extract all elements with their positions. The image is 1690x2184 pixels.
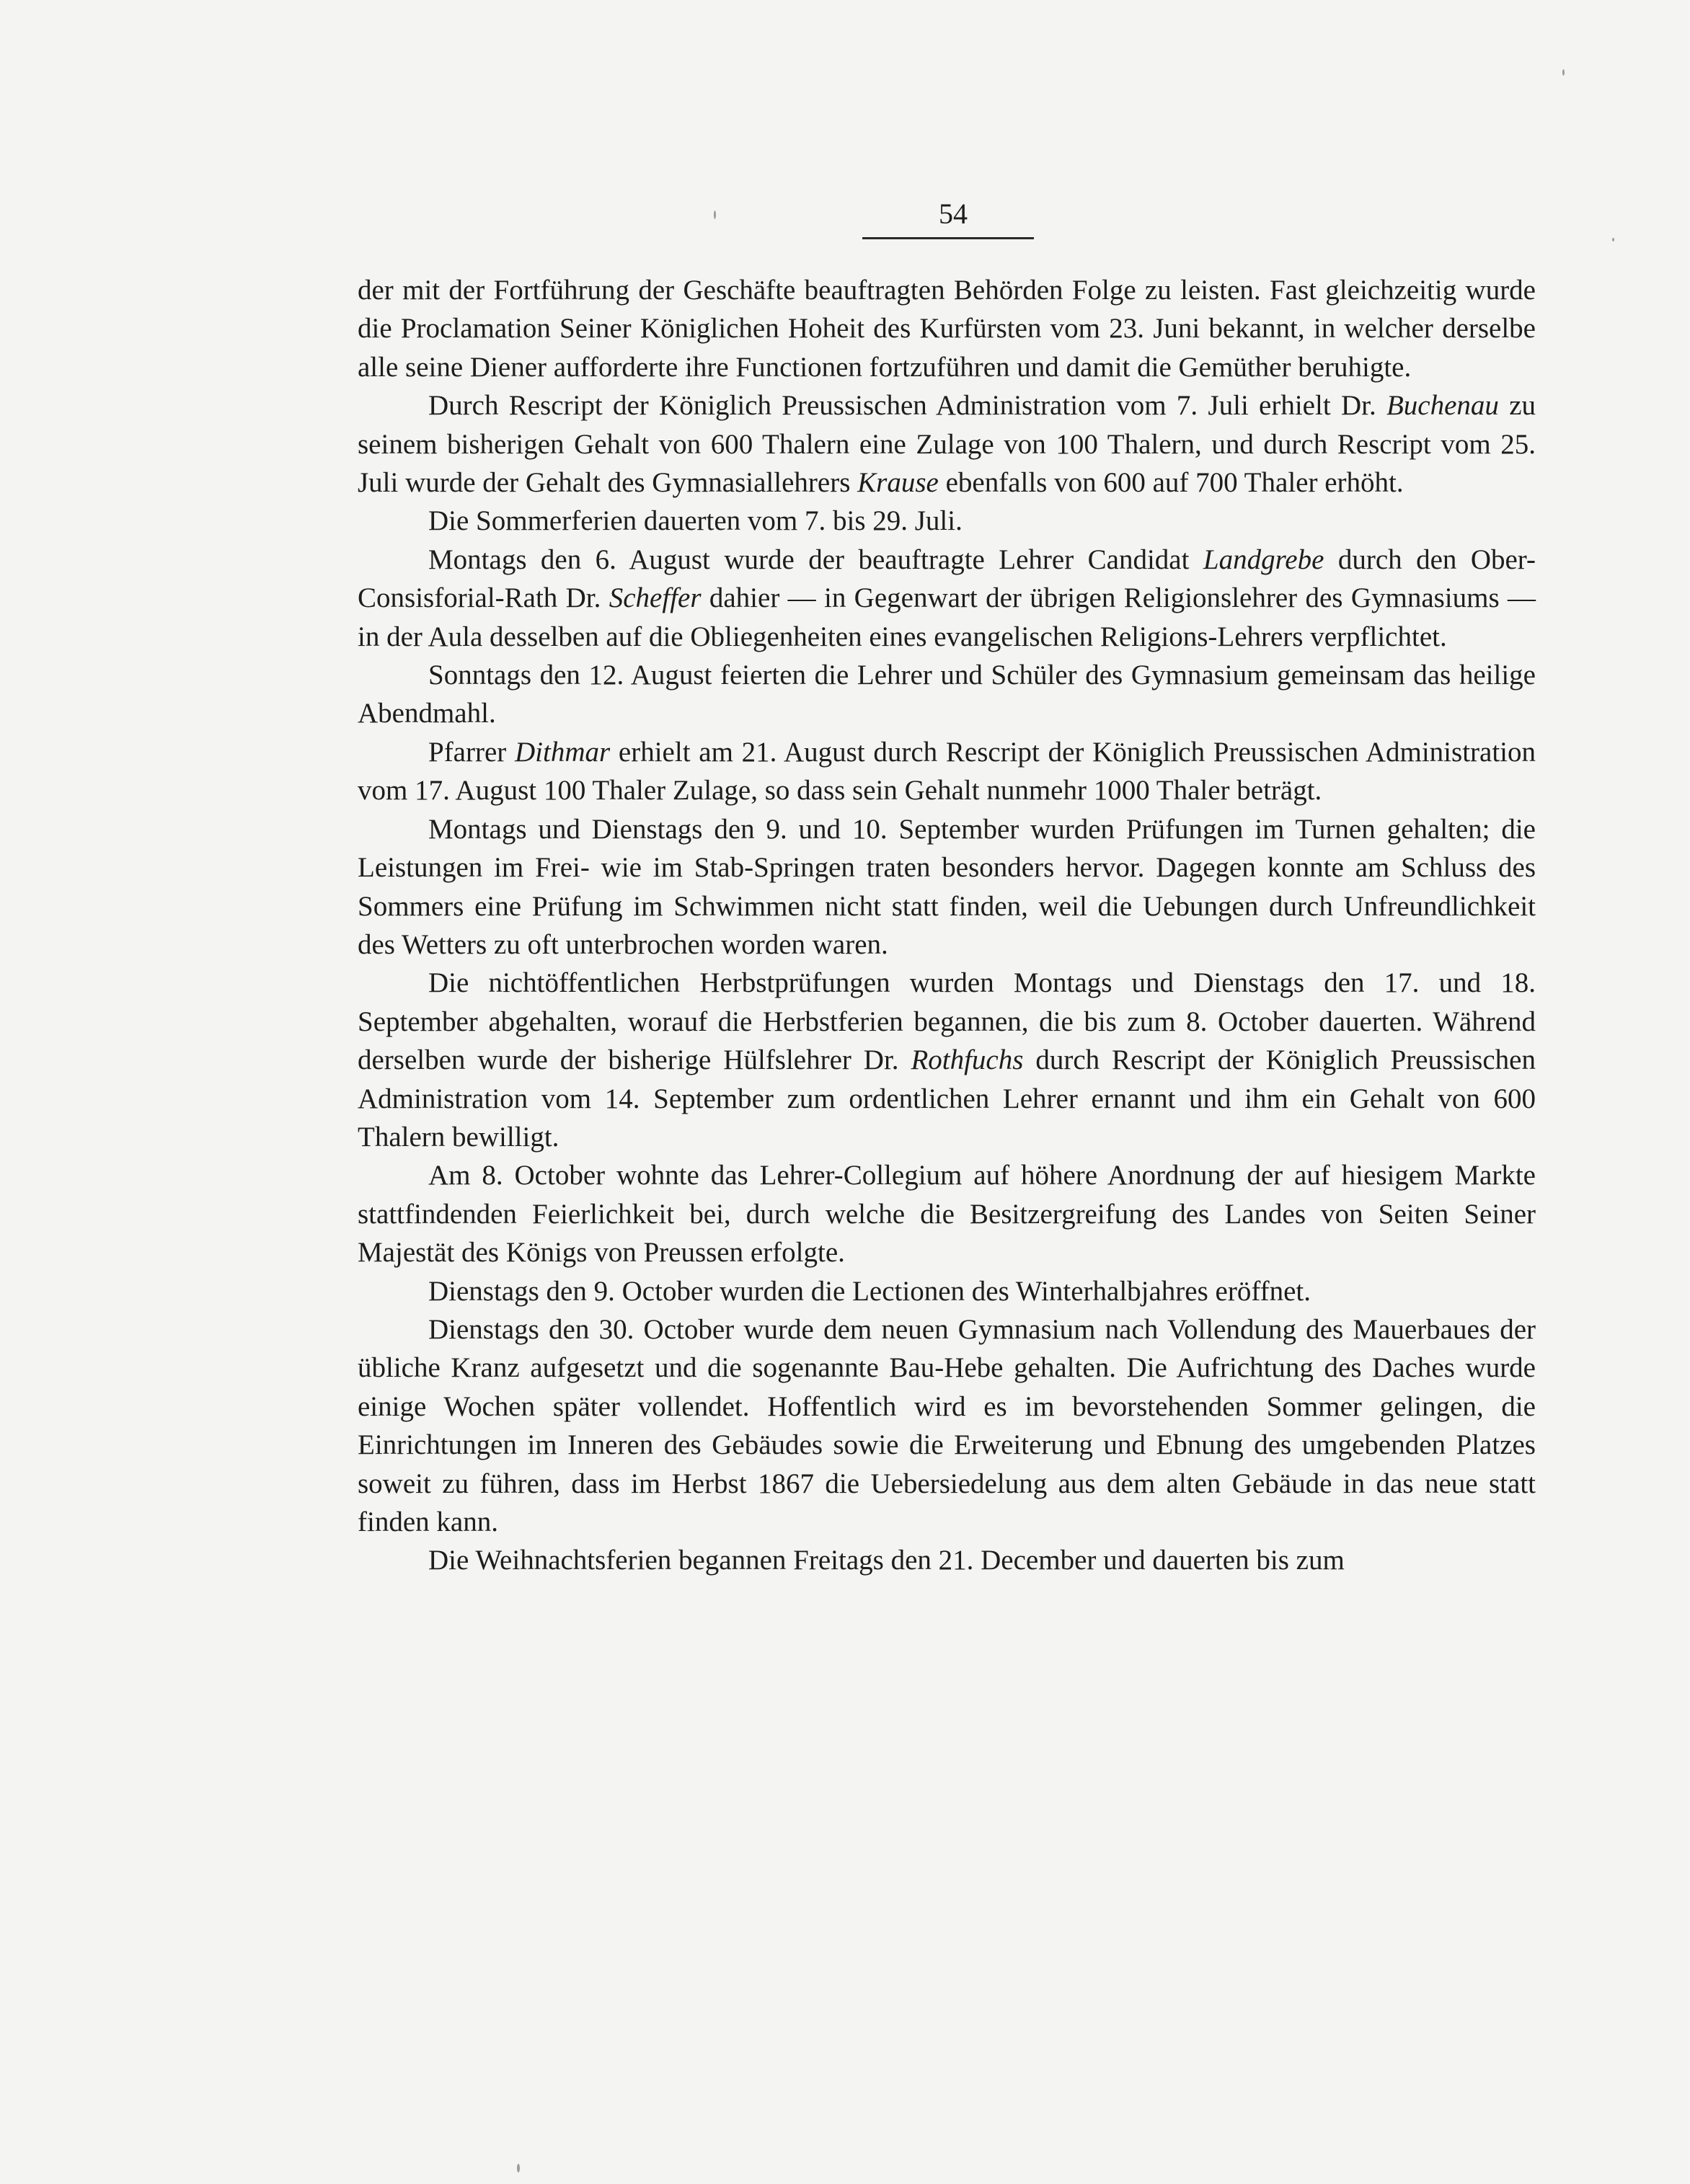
text-run: Montags und Dienstags den 9. und 10. September wurden Prüfungen im Turnen gehalten; die Leistungen im Frei- wie im Stab-Springen traten besonders hervor. Dagegen konnte am Schluss des Sommers eine Prüfung im Schwimmen nicht statt finden, weil die Uebungen durch Unfreundlichkeit des Wetters zu oft unterbrochen worden waren. [358, 813, 1536, 960]
text-run: Pfarrer [428, 736, 515, 768]
text-run: der mit der Fortführung der Geschäfte beauftragten Behörden Folge zu leisten. Fast gleichzeitig wurde die Proclamation Seiner Königlichen Hoheit des Kurfürsten vom 23. Juni bekannt, in welcher derselbe alle seine Diener aufforderte ihre Functionen fortzuführen und damit die Gemüther beruhigte. [358, 275, 1536, 383]
paragraph [358, 1541, 1536, 1579]
text-run: Dienstags den 30. October wurde dem neuen Gymnasium nach Vollendung des Mauerbaues der übliche Kranz aufgesetzt und die sogenannte Bau-Hebe gehalten. Die Aufrichtung des Daches wurde einige Wochen später vollendet. Hoffentlich wird es im bevorstehenden Sommer gelingen, die Einrichtungen im Inneren des Gebäudes sowie die Erweiterung und Ebnung des umgebenden Platzes soweit zu führen, dass im Herbst 1867 die Uebersiedelung aus dem alten Gebäude in das neue statt finden kann. [358, 1313, 1536, 1537]
italic-name: Buchenau [1386, 390, 1499, 422]
text-run: zu seinem bisherigen Gehalt von 600 Thalern eine Zulage von 100 Thalern, und durch Rescript vom 25. Juli wurde der Gehalt des Gymnasiallehrers [358, 390, 1536, 499]
paragraph [358, 271, 1536, 386]
paragraph [358, 502, 1536, 540]
italic-name: Landgrebe [1203, 543, 1324, 575]
paragraph [358, 964, 1536, 1156]
text-run: Am 8. October wohnte das Lehrer-Collegium auf höhere Anordnung der auf hiesigem Markte stattfindenden Feierlichkeit bei, durch welche die Besitzergreifung des Landes von Seiten Seiner Majestät des Königs von Preussen erfolgte. [358, 1160, 1536, 1269]
italic-name: Dithmar [515, 736, 611, 768]
paragraph [358, 733, 1536, 810]
text-run: Sonntags den 12. August feierten die Lehrer und Schüler des Gymnasium gemeinsam das heilige Abendmahl. [358, 660, 1536, 729]
text-run: ebenfalls von 600 auf 700 Thaler erhöht. [938, 467, 1404, 499]
text-run: erhielt am 21. August durch Rescript der Königlich Preussischen Administration vom 17. August 100 Thaler Zulage, so dass sein Gehalt nunmehr 1000 Thaler beträgt. [358, 736, 1536, 807]
text-run: Montags den 6. August wurde der beauftragte Lehrer Candidat [428, 543, 1203, 575]
text-run: durch Rescript der Königlich Preussischen Administration vom 14. September zum ordentlichen Lehrer ernannt und ihm ein Gehalt von 600 Thalern bewilligt. [358, 1044, 1536, 1153]
text-run: durch den Ober-Consisforial-Rath Dr. [358, 543, 1536, 614]
paragraph [358, 810, 1536, 964]
text-run: Die Sommerferien dauerten vom 7. bis 29. Juli. [428, 505, 963, 537]
paragraph [358, 1310, 1536, 1541]
page-number: 54 [939, 197, 968, 230]
italic-name: Scheffer [609, 582, 702, 614]
italic-name: Rothfuchs [911, 1044, 1024, 1076]
scan-speck [1562, 69, 1565, 76]
text-run: dahier — in Gegenwart der übrigen Religionslehrer des Gymnasiums — in der Aula desselben auf die Obliegenheiten eines evangelischen Religions-Lehrers verpflichtet. [358, 582, 1536, 652]
text-run: Die nichtöffentlichen Herbstprüfungen wurden Montags und Dienstags den 17. und 18. September abgehalten, worauf die Herbstferien begannen, die bis zum 8. October dauerten. Während derselben wurde der bisherige Hülfslehrer Dr. [358, 967, 1536, 1076]
text-run: Durch Rescript der Königlich Preussischen Administration vom 7. Juli erhielt Dr. [428, 390, 1386, 422]
header-rule [862, 237, 1034, 239]
paragraph [358, 386, 1536, 502]
paragraph [358, 1272, 1536, 1310]
text-run: Die Weihnachtsferien begannen Freitags den 21. December und dauerten bis zum [428, 1545, 1345, 1576]
scan-speck [1612, 238, 1614, 241]
paragraph [358, 1156, 1536, 1271]
paragraph [358, 656, 1536, 733]
scan-speck [517, 2164, 520, 2172]
paragraph [358, 541, 1536, 656]
body-text [358, 271, 1536, 1580]
text-run: Dienstags den 9. October wurden die Lectionen des Winterhalbjahres eröffnet. [428, 1275, 1311, 1307]
italic-name: Krause [857, 467, 939, 499]
scan-speck [714, 210, 716, 219]
